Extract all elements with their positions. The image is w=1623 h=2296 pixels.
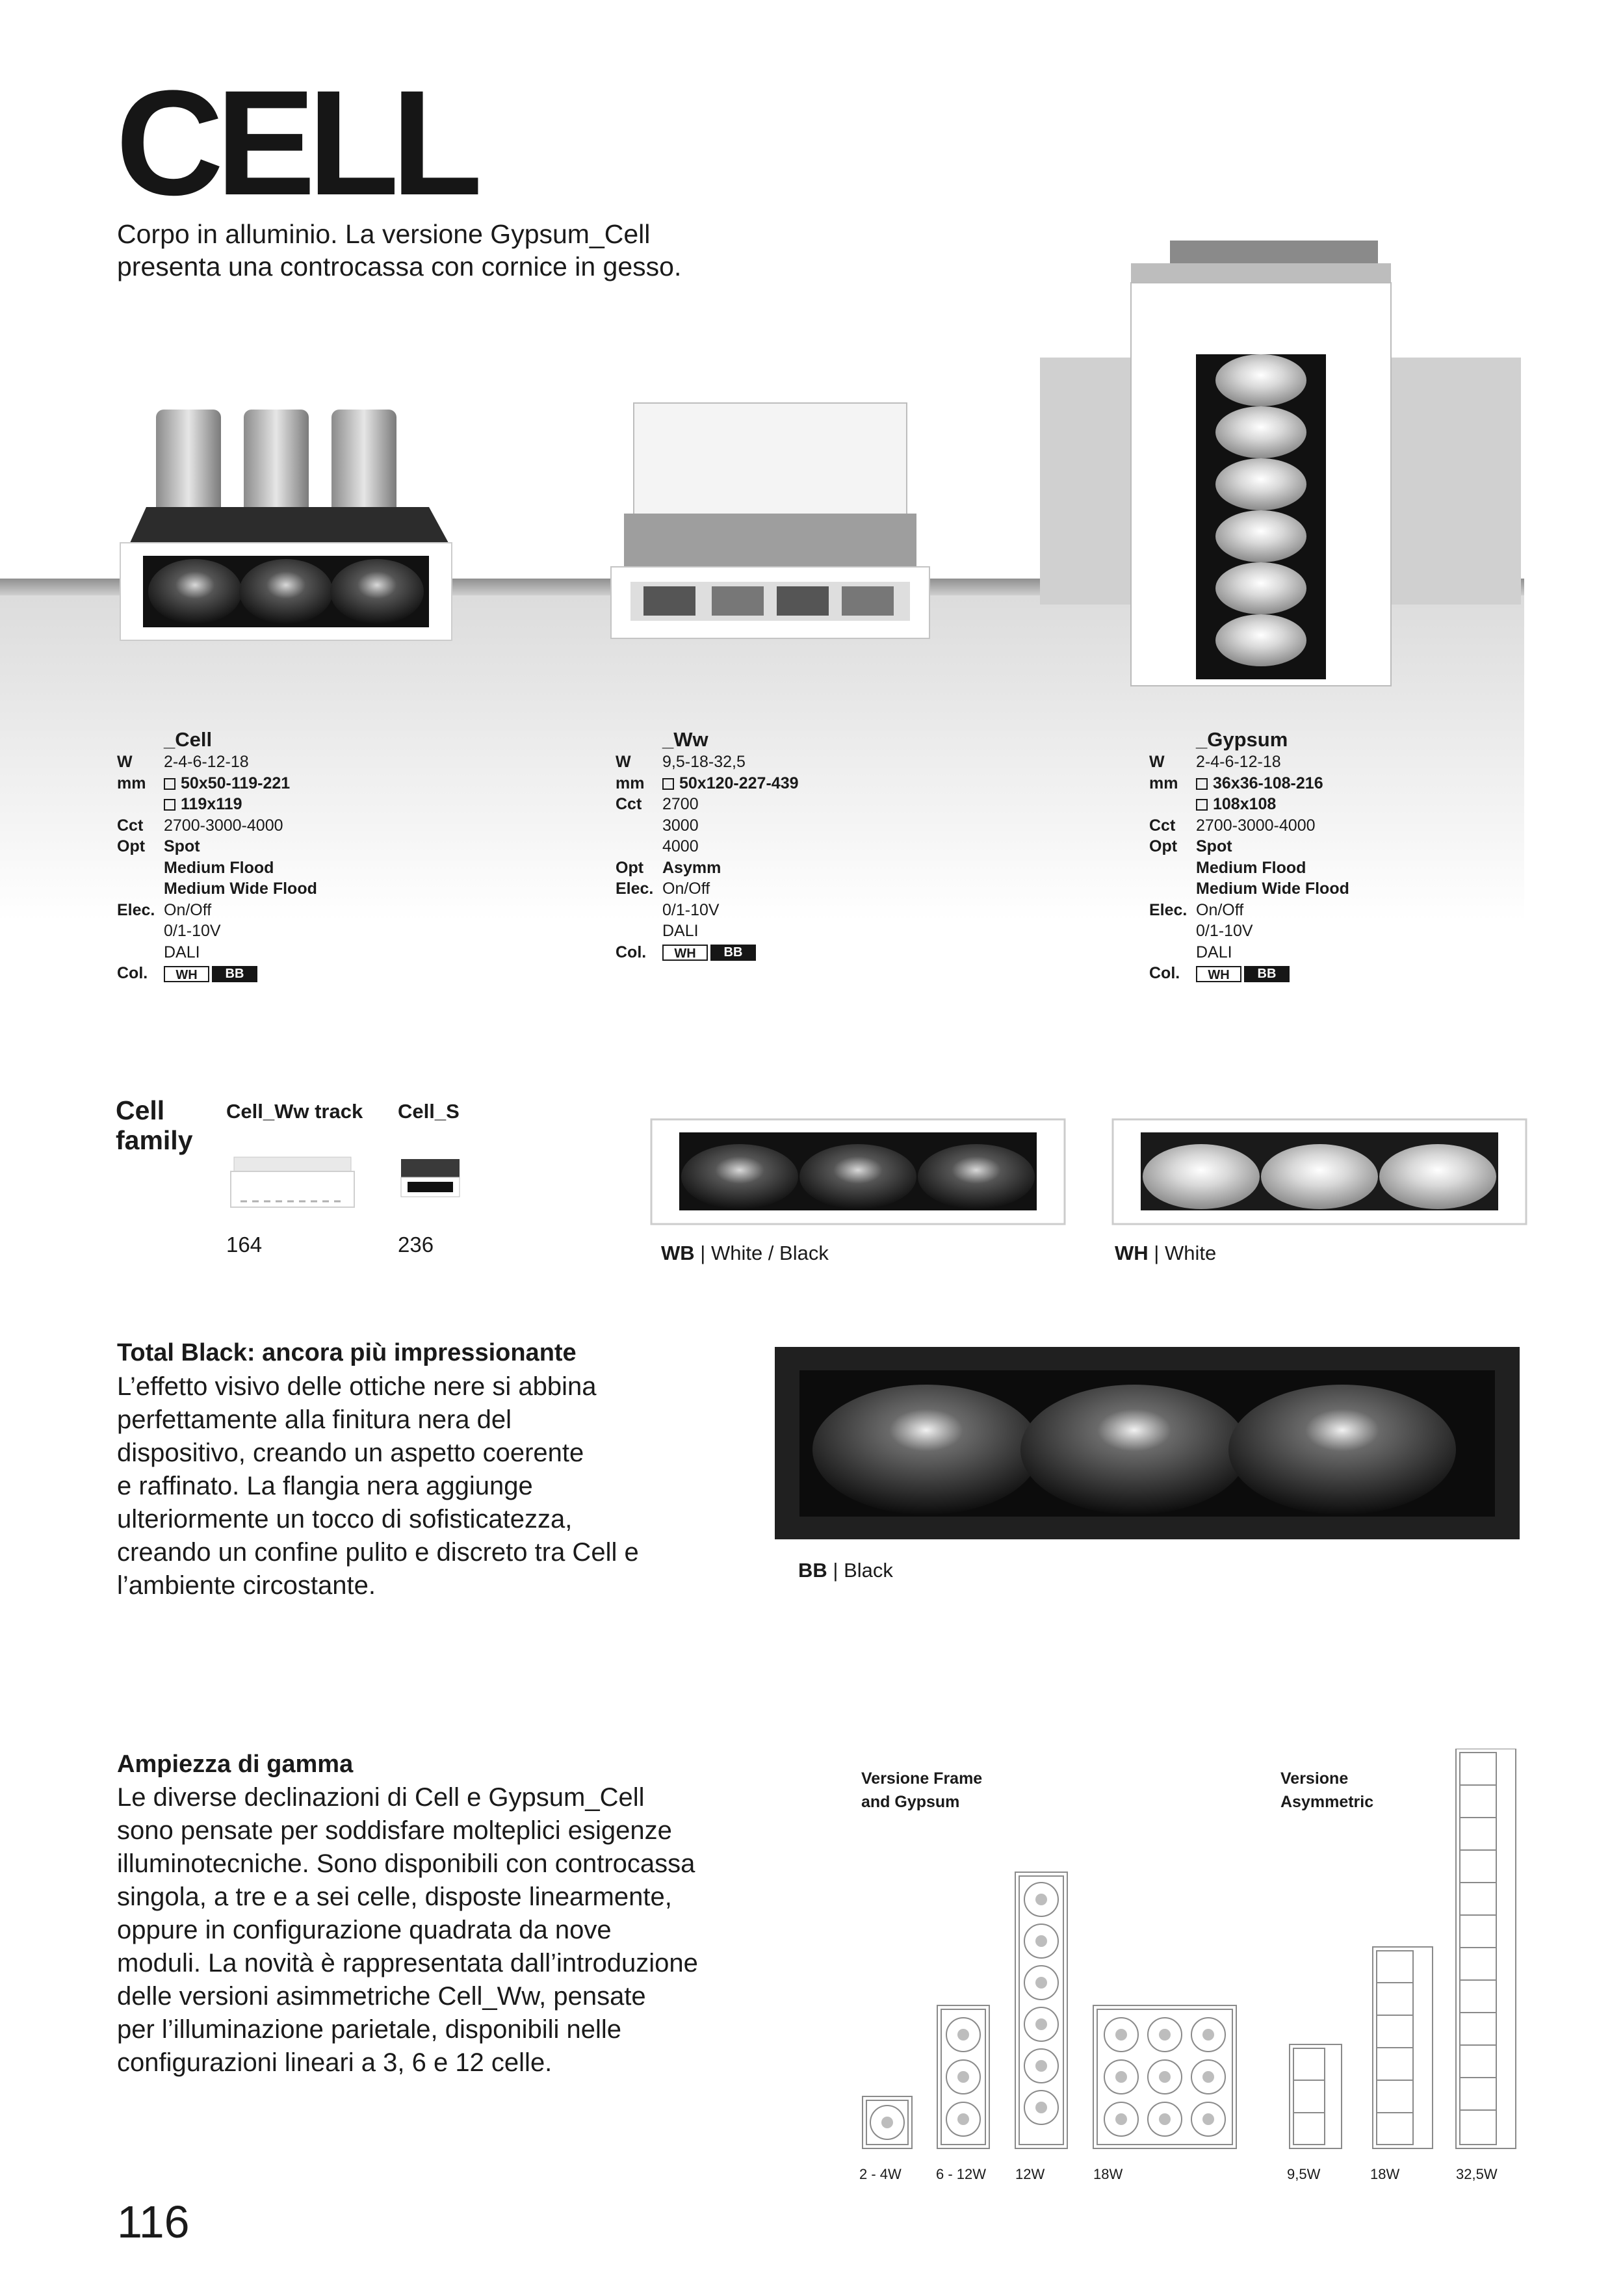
intro-text: Corpo in alluminio. La versione Gypsum_Cell presenta una controcassa con cornice in gesso. [117,219,682,281]
diagram-label: 2 - 4W [859,2166,902,2182]
family-page-ref: 236 [398,1233,434,1257]
finish-image-wb [650,1118,1066,1225]
product-name: _Ww [662,728,708,751]
page-title: CELL [116,59,475,226]
color-chip-wh: WH [1196,966,1241,982]
finish-caption-bb: BB | Black [798,1559,893,1582]
product-image-cell [110,397,461,644]
configuration-diagram [858,1749,1527,2165]
family-heading: Cell family [116,1095,193,1155]
product-image-gypsum [1040,234,1521,696]
diagram-heading-asym: Versione Asymmetric [1280,1769,1374,1811]
total-black-heading: Total Black: ancora più impressionante [117,1339,577,1366]
page-number: 116 [117,2197,190,2247]
family-page-ref: 164 [226,1233,263,1257]
family-item-name: Cell_S [398,1100,460,1123]
finish-image-wh [1111,1118,1527,1225]
diagram-label: 9,5W [1287,2166,1321,2182]
family-image-ww-track [227,1151,357,1212]
product-name: _Cell [164,728,213,751]
diagram-label: 12W [1015,2166,1045,2182]
range-heading: Ampiezza di gamma [117,1751,354,1778]
family-item-name: Cell_Ww track [226,1100,363,1123]
finish-image-bb [773,1346,1521,1541]
spec-block-cell: _Cell W 2-4-6-12-18 mm 50x50-119-221 119x119 Cct 2700-3000-4000 Opt Spot Medium Flood Medium Wide Flood Elec. On/Off 0/1-10V DALI Col. WH BB [117,728,390,984]
diagram-label: 32,5W [1456,2166,1498,2182]
spec-block-gypsum: _Gypsum W 2-4-6-12-18 mm 36x36-108-216 108x108 Cct 2700-3000-4000 Opt Spot Medium Flood Medium Wide Flood Elec. On/Off 0/1-10V DALI Col. WH BB [1149,728,1422,984]
spec-block-ww: _Ww W 9,5-18-32,5 mm 50x120-227-439 Cct 2700 3000 4000 Opt Asymm Elec. On/Off 0/1-10V DALI Col. WH BB [616,728,889,963]
color-chip-bb: BB [1244,966,1290,982]
color-chip-bb: BB [212,966,257,982]
color-chip-wh: WH [662,945,708,961]
product-image-ww [604,397,942,644]
diagram-label: 18W [1093,2166,1123,2182]
diagram-label: 6 - 12W [936,2166,987,2182]
color-chip-bb: BB [710,945,756,961]
color-chip-wh: WH [164,966,209,982]
diagram-label: 18W [1370,2166,1400,2182]
product-name: _Gypsum [1196,728,1288,751]
family-image-cell-s [398,1156,463,1201]
finish-caption-wb: WB | White / Black [661,1242,829,1264]
diagram-heading-frame: Versione Frame and Gypsum [861,1769,983,1811]
total-black-text: L’effetto visivo delle ottiche nere si abbina perfettamente alla finitura nera del dispositivo, creando un aspetto coerente e raffinato. La flangia nera aggiunge ulteriormente un tocco di sofisticatezza, creando un confine pulito e discreto tra Cell e l’ambiente circostante. [117,1372,639,1600]
finish-caption-wh: WH | White [1115,1242,1217,1264]
range-text: Le diverse declinazioni di Cell e Gypsum_Cell sono pensate per soddisfare molteplici esigenze illuminotecniche. Sono disponibili con controcassa singola, a tre e a sei celle, disposte linearmente, oppure in configurazione quadrata da nove moduli. La novità è rappresentata dall’introduzione delle versioni asimmetriche Cell_Ww, pensate per l’illuminazione parietale, disponibili nelle configurazioni lineari a 3, 6 e 12 celle. [117,1783,698,2077]
